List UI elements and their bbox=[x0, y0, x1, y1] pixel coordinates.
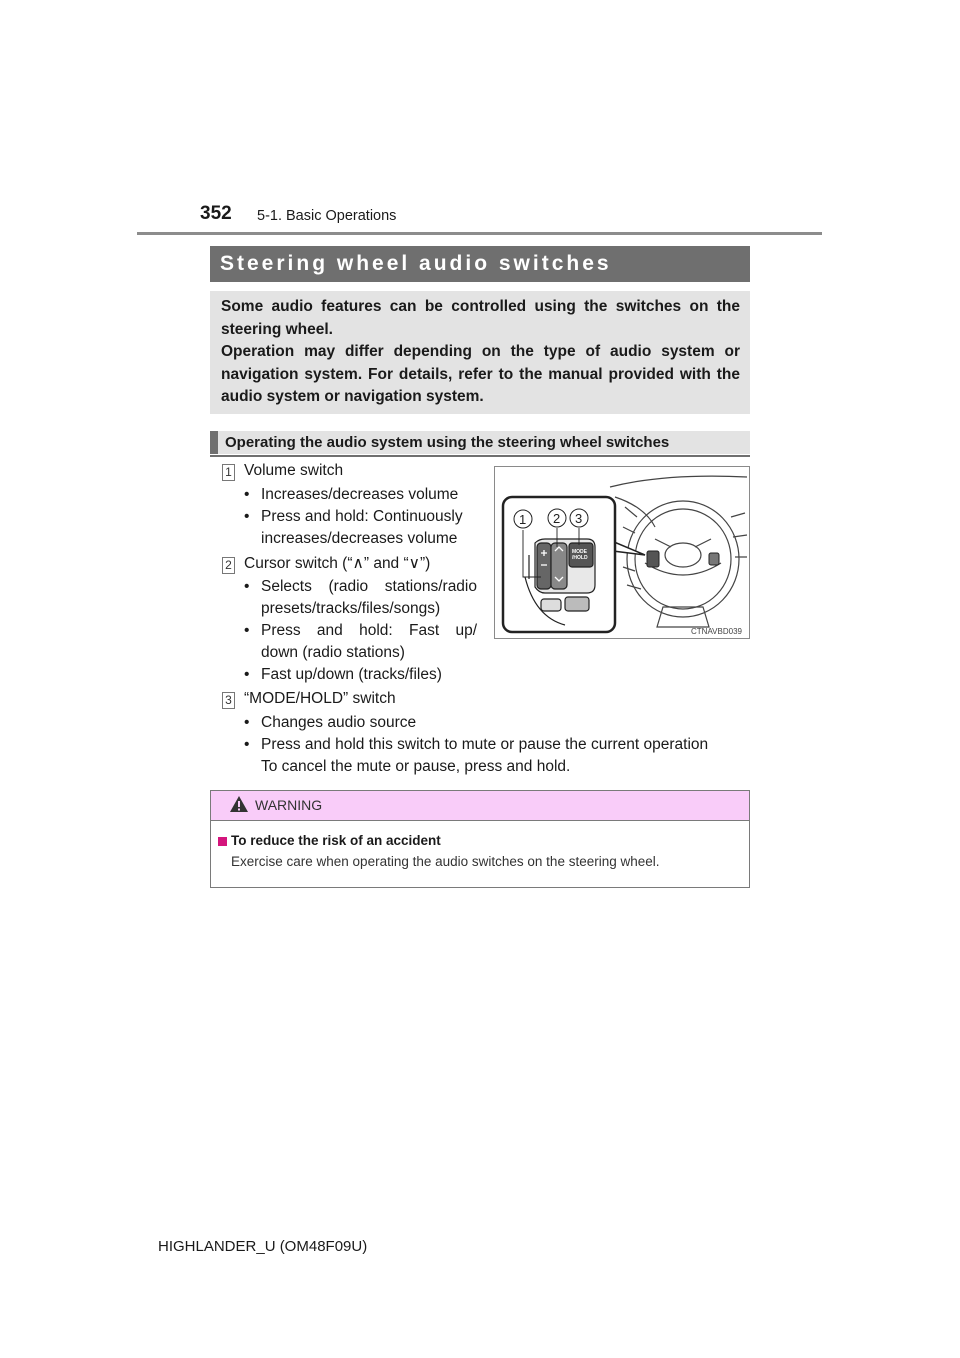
callout-1: 1 bbox=[519, 512, 527, 527]
footer-model-code: HIGHLANDER_U (OM48F09U) bbox=[158, 1238, 368, 1255]
subheading: Operating the audio system using the steering wheel switches bbox=[210, 431, 750, 454]
list-item: • Increases/decreases volume bbox=[244, 486, 459, 503]
item-title-cursor-switch: Cursor switch (“∧” and “∨”) bbox=[244, 555, 431, 572]
list-item: • Press and hold: Continuously bbox=[244, 508, 463, 525]
list-item: • Changes audio source bbox=[244, 714, 417, 731]
list-item: increases/decreases volume bbox=[261, 530, 458, 547]
item-title-volume-switch: Volume switch bbox=[244, 462, 344, 479]
header-rule bbox=[137, 232, 822, 235]
item-title-mode-hold-switch: “MODE/HOLD” switch bbox=[244, 690, 396, 707]
list-item: • Selects (radio stations/radio bbox=[244, 578, 477, 595]
warning-box bbox=[210, 790, 750, 888]
warning-header bbox=[211, 791, 749, 821]
intro-paragraph-1: Some audio features can be controlled using the switches on the steering wheel. bbox=[221, 298, 740, 338]
list-item: down (radio stations) bbox=[261, 644, 405, 661]
mode-label: MODE bbox=[572, 549, 587, 555]
warning-title: WARNING bbox=[255, 797, 323, 813]
warning-body: Exercise care when operating the audio switches on the steering wheel. bbox=[231, 854, 660, 869]
page-title: Steering wheel audio switches bbox=[210, 246, 750, 282]
list-item: • Press and hold this switch to mute or pause the current operation bbox=[244, 736, 709, 753]
warning-subtitle: To reduce the risk of an accident bbox=[231, 833, 441, 848]
section-label: 5-1. Basic Operations bbox=[257, 208, 397, 224]
callout-3: 3 bbox=[575, 511, 583, 526]
hold-label: /HOLD bbox=[572, 555, 588, 561]
list-item: • Press and hold: Fast up/ bbox=[244, 622, 477, 639]
warning-triangle-icon bbox=[229, 795, 249, 813]
steering-wheel-illustration bbox=[495, 467, 749, 638]
intro-box bbox=[210, 291, 750, 414]
item-number-3: 3 bbox=[222, 692, 235, 709]
callout-2: 2 bbox=[553, 511, 561, 526]
subheading-rule bbox=[210, 455, 750, 457]
figure-code: CTNAVBD039 bbox=[691, 627, 742, 636]
steering-wheel-switch-figure bbox=[494, 466, 750, 639]
list-item: presets/tracks/files/songs) bbox=[261, 600, 441, 617]
page-number: 352 bbox=[200, 203, 232, 224]
list-item: To cancel the mute or pause, press and hold. bbox=[261, 758, 571, 775]
item-number-1: 1 bbox=[222, 464, 235, 481]
warning-square-bullet-icon bbox=[218, 837, 227, 846]
list-item: • Fast up/down (tracks/files) bbox=[244, 666, 442, 683]
item-number-2: 2 bbox=[222, 557, 235, 574]
item-1-bullets bbox=[244, 484, 475, 550]
item-2-bullets bbox=[244, 576, 477, 686]
intro-paragraph-2: Operation may differ depending on the type of audio system or navigation system. For details, refer to the manual provided with the audio system or navigation system. bbox=[221, 343, 740, 406]
item-3-bullets bbox=[244, 712, 754, 778]
